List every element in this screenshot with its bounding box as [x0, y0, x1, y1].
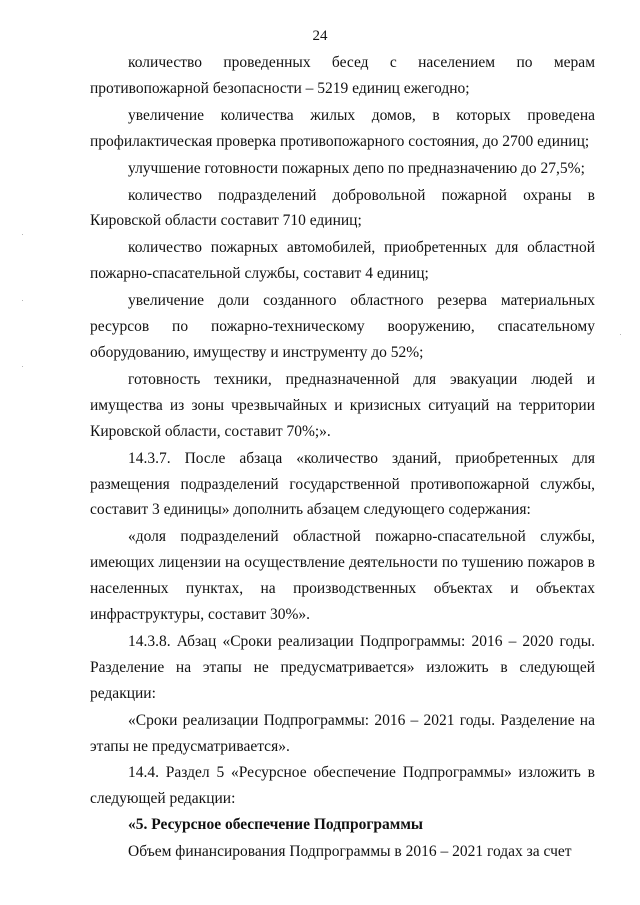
- paragraph-5: количество пожарных автомобилей, приобретенных для областной пожарно-спасательной службы, составит 4 единиц;: [90, 239, 595, 283]
- scan-speck: [620, 334, 621, 335]
- scan-speck: [22, 366, 23, 367]
- scan-speck: [22, 234, 23, 235]
- paragraph-4: количество подразделений добровольной пожарной охраны в Кировской области составит 710 единиц;: [90, 186, 595, 230]
- paragraph-last: Объем финансирования Подпрограммы в 2016 – 2021 годах за счет: [128, 843, 572, 861]
- paragraph-7: готовность техники, предназначенной для эвакуации людей и имущества из зоны чрезвычайных и кризисных ситуаций на территории Кировской области, составит 70%;».: [90, 370, 595, 440]
- paragraph-3: улучшение готовности пожарных депо по предназначению до 27,5%;: [128, 159, 585, 177]
- paragraph-8: 14.3.7. После абзаца «количество зданий, приобретенных для размещения подразделений государственной противопожарной службы, составит 3 единицы» дополнить абзацем следующего содержания:: [90, 449, 595, 519]
- document-body: [90, 50, 595, 865]
- paragraph-10: 14.3.8. Абзац «Сроки реализации Подпрограммы: 2016 – 2020 годы. Разделение на этапы не предусматривается» изложить в следующей редакции:: [90, 632, 595, 702]
- scan-speck: [22, 300, 23, 301]
- paragraph-11: «Сроки реализации Подпрограммы: 2016 – 2021 годы. Разделение на этапы не предусматривается».: [90, 711, 595, 755]
- section-heading: «5. Ресурсное обеспечение Подпрограммы: [128, 816, 423, 834]
- paragraph-12: 14.4. Раздел 5 «Ресурсное обеспечение Подпрограммы» изложить в следующей редакции:: [90, 764, 595, 808]
- page-number: 24: [312, 28, 328, 44]
- paragraph-1: количество проведенных бесед с населением по мерам противопожарной безопасности – 5219 единиц ежегодно;: [90, 54, 595, 97]
- paragraph-6: увеличение доли созданного областного резерва материальных ресурсов по пожарно-техническому вооружению, спасательному оборудованию, имуществу и инструменту до 52%;: [90, 292, 595, 361]
- paragraph-9: «доля подразделений областной пожарно-спасательной службы, имеющих лицензии на осуществление деятельности по тушению пожаров в населенных пунктах, на производственных объектах и объектах инфраструктуры, составит 30%».: [90, 528, 595, 624]
- paragraph-2: увеличение количества жилых домов, в которых проведена профилактическая проверка противопожарного состояния, до 2700 единиц;: [90, 106, 595, 150]
